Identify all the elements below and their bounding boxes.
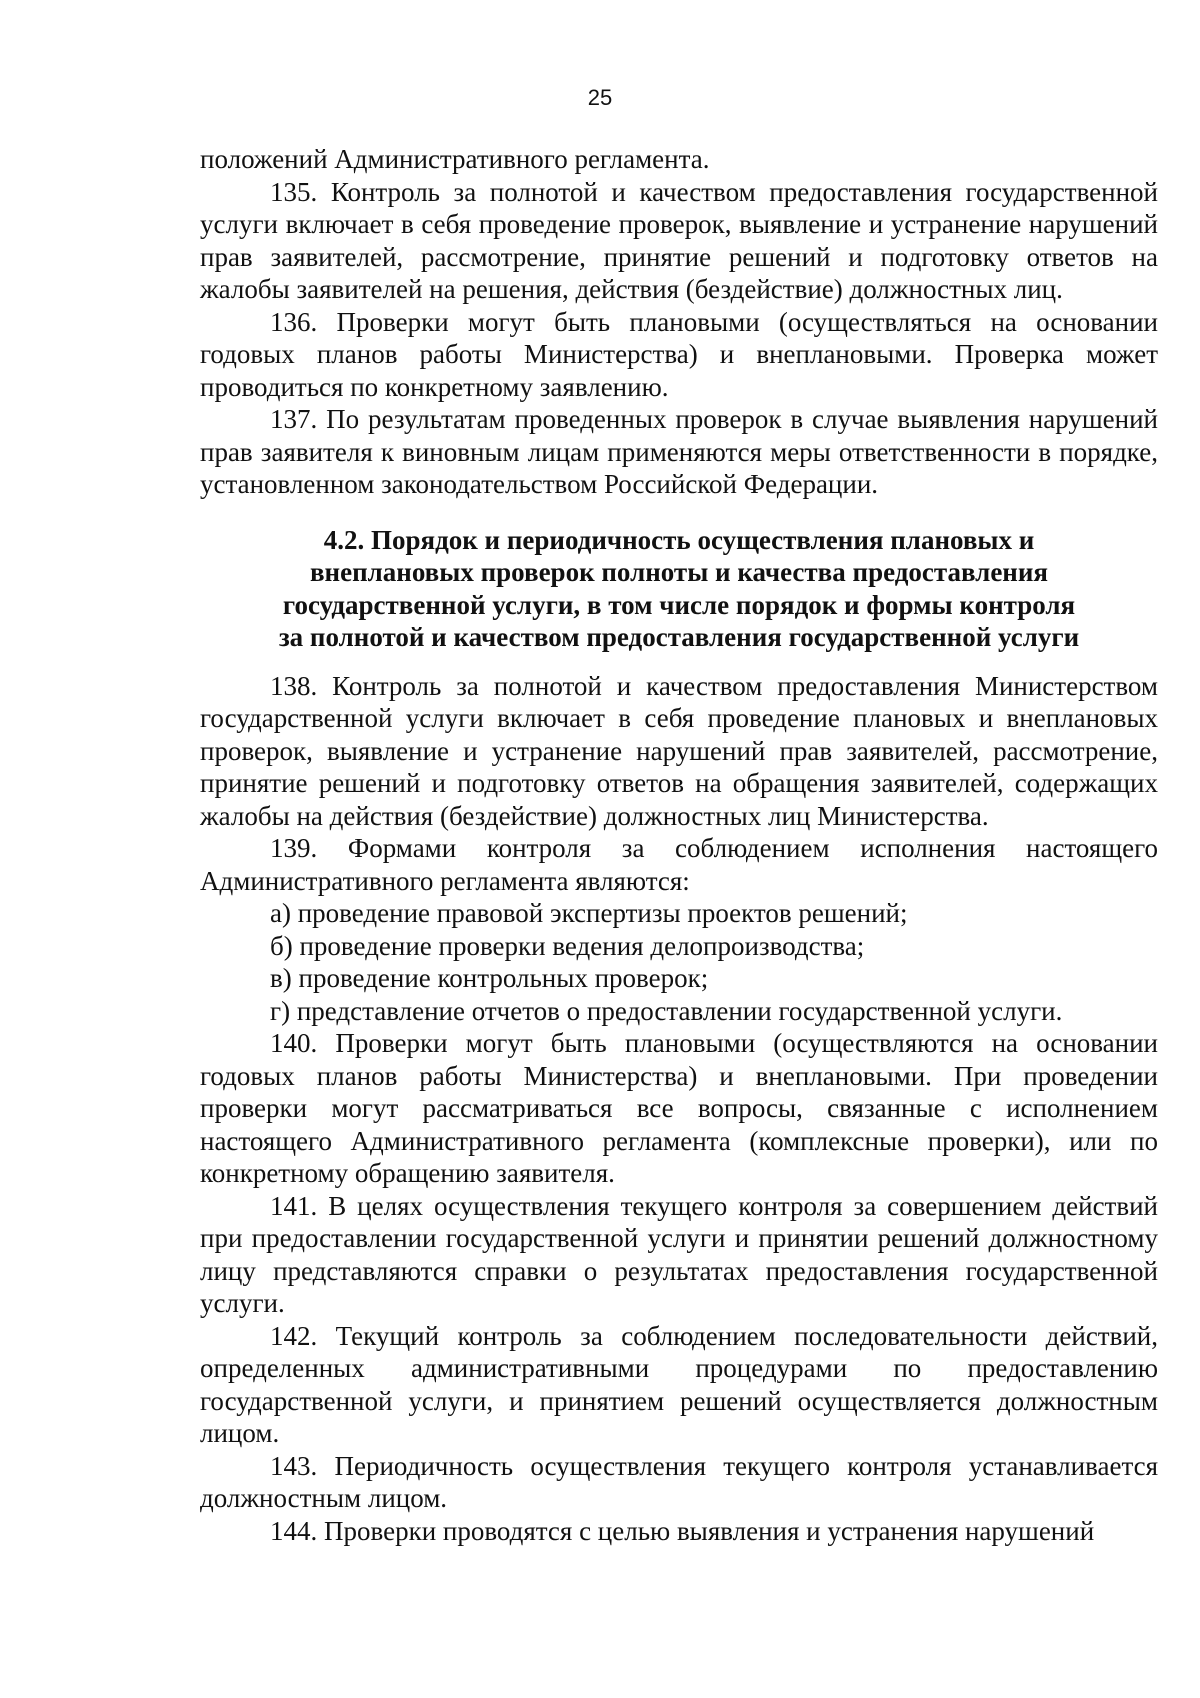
page-number: 25 — [587, 85, 613, 110]
paragraph-continuation: положений Административного регламента. — [200, 144, 710, 174]
list-item-b: б) проведение проверки ведения делопроизводства; — [270, 930, 865, 961]
list-item-g: г) представление отчетов о предоставлении государственной услуги. — [270, 995, 1063, 1026]
section-heading-line-4: за полнотой и качеством предоставления государственной услуги — [278, 622, 1080, 652]
section-heading-4-2 — [200, 524, 1158, 654]
paragraph-140: 140. Проверки могут быть плановыми (осуществляются на основании годовых планов работы Министерства) и внеплановыми. При проведении проверки могут рассматриваться все вопросы, связанные с исполнением настоящего Административного регламента (комплексные проверки), или по конкретному обращению заявителя. — [200, 1028, 1158, 1188]
paragraph-139: 139. Формами контроля за соблюдением исполнения настоящего Административного регламента являются: — [200, 833, 1158, 896]
paragraph-143: 143. Периодичность осуществления текущего контроля устанавливается должностным лицом. — [200, 1450, 1158, 1513]
paragraph-141: 141. В целях осуществления текущего контроля за совершением действий при предоставлении государственной услуги и принятии решений должностному лицу представляются справки о результатах предоставления государственной услуги. — [200, 1190, 1158, 1318]
list-item-a: а) проведение правовой экспертизы проектов решений; — [270, 898, 908, 928]
paragraph-144: 144. Проверки проводятся с целью выявления и устранения нарушений — [270, 1515, 1095, 1546]
section-heading-line-2: внеплановых проверок полноты и качества предоставления — [309, 557, 1049, 587]
paragraph-138: 138. Контроль за полнотой и качеством предоставления Министерством государственной услуги включает в себя проведение плановых и внеплановых проверок, выявление и устранение нарушений прав заявителей, рассмотрение, принятие решений и подготовку ответов на обращения заявителей, содержащих жалобы на действия (бездействие) должностных лиц Министерства. — [200, 670, 1158, 831]
document-body — [200, 143, 1158, 1547]
paragraph-137: 137. По результатам проведенных проверок в случае выявления нарушений прав заявителя к виновным лицам применяются меры ответственности в порядке, установленном законодательством Российской Федерации. — [200, 404, 1158, 499]
section-heading-line-3: государственной услуги, в том числе порядок и формы контроля — [282, 589, 1076, 620]
list-item-v: в) проведение контрольных проверок; — [270, 963, 709, 993]
paragraph-136: 136. Проверки могут быть плановыми (осуществляться на основании годовых планов работы Министерства) и внеплановыми. Проверка может проводиться по конкретному заявлению. — [200, 306, 1158, 402]
paragraph-142: 142. Текущий контроль за соблюдением последовательности действий, определенных административными процедурами по предоставлению государственной услуги, и принятием решений осуществляется должностным лицом. — [200, 1320, 1158, 1448]
paragraph-135: 135. Контроль за полнотой и качеством предоставления государственной услуги включает в себя проведение проверок, выявление и устранение нарушений прав заявителей, рассмотрение, принятие решений и подготовку ответов на жалобы заявителей на решения, действия (бездействие) должностных лиц. — [200, 176, 1158, 304]
section-heading-line-1: 4.2. Порядок и периодичность осуществления плановых и — [323, 524, 1035, 555]
